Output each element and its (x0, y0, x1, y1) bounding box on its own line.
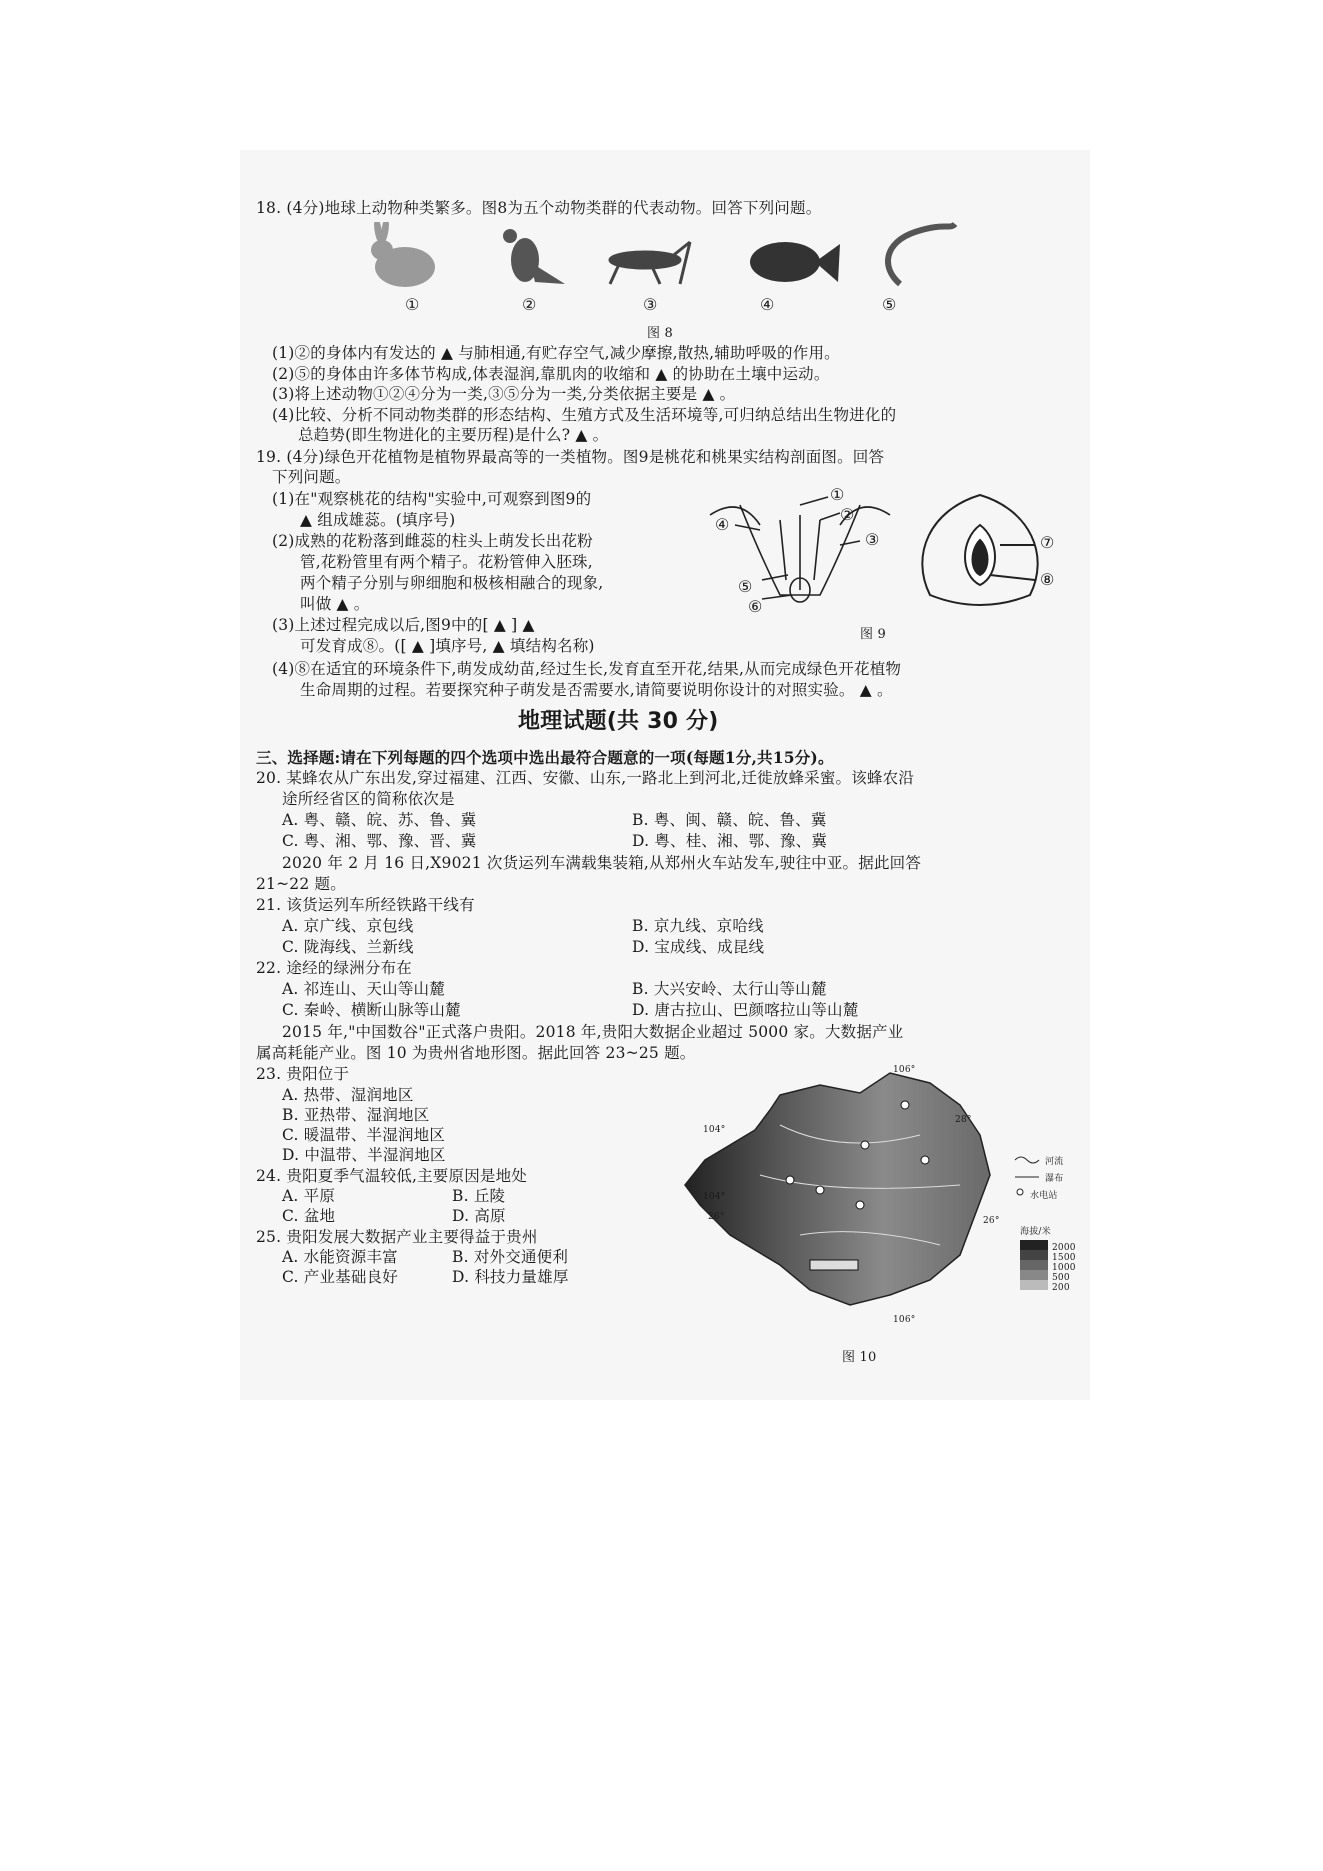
elevation-1500: 1500 (1052, 1253, 1076, 1263)
q21-option-a: A. 京广线、京包线 (282, 917, 414, 935)
lon-label-104-bottom: 104° (703, 1192, 726, 1202)
q20-stem-b: 途所经省区的简称依次是 (282, 790, 455, 808)
q20-stem-a: 20. 某蜂农从广东出发,穿过福建、江西、安徽、山东,一路北上到河北,迁徙放蜂采蜜。该蜂农沿 (256, 769, 915, 787)
q25-stem: 25. 贵阳发展大数据产业主要得益于贵州 (256, 1228, 538, 1246)
figure-9 (700, 485, 1060, 615)
q20-option-a: A. 粤、赣、皖、苏、鲁、冀 (282, 811, 477, 829)
fish-image (750, 242, 840, 282)
q20-option-c: C. 粤、湘、鄂、豫、晋、冀 (282, 832, 477, 850)
q24-option-b: B. 丘陵 (452, 1187, 506, 1205)
q25-option-a: A. 水能资源丰富 (282, 1248, 398, 1266)
figure-10-caption: 图 10 (842, 1350, 877, 1365)
q23-option-c: C. 暖温带、半湿润地区 (282, 1126, 446, 1144)
legend-hydropower: 水电站 (1030, 1191, 1058, 1201)
flower-label-4: ④ (715, 515, 730, 534)
q19-sub2a: (2)成熟的花粉落到雌蕊的柱头上萌发长出花粉 (272, 532, 593, 550)
q19-sub4b: 生命周期的过程。若要探究种子萌发是否需要水,请简要说明你设计的对照实验。 ▲ 。 (300, 681, 893, 699)
q19-sub1a: (1)在"观察桃花的结构"实验中,可观察到图9的 (272, 490, 592, 508)
q20-option-b: B. 粤、闽、赣、皖、鲁、冀 (632, 811, 827, 829)
lat-label-26-left: 26° (708, 1212, 725, 1222)
q19-sub3a: (3)上述过程完成以后,图9中的[ ▲ ] ▲ (272, 616, 535, 634)
elevation-legend-title: 海拔/米 (1020, 1227, 1051, 1237)
intro-21-22-a: 2020 年 2 月 16 日,X9021 次货运列车满载集装箱,从郑州火车站发车,驶往中亚。据此回答 (282, 854, 922, 872)
q24-option-c: C. 盆地 (282, 1207, 336, 1225)
q25-option-d: D. 科技力量雄厚 (452, 1268, 569, 1286)
q19-sub2b: 管,花粉管里有两个精子。花粉管伸入胚珠, (300, 553, 593, 571)
fruit-label-8: ⑧ (1040, 570, 1055, 589)
lon-label-104-top: 104° (703, 1125, 726, 1135)
earthworm-image (888, 224, 955, 284)
q22-option-b: B. 大兴安岭、太行山等山麓 (632, 980, 827, 998)
animal-label-2: ② (522, 295, 537, 314)
q22-option-c: C. 秦岭、横断山脉等山麓 (282, 1001, 461, 1019)
q24-option-a: A. 平原 (282, 1187, 336, 1205)
figure-8-caption: 图 8 (647, 326, 674, 341)
animal-label-1: ① (405, 295, 420, 314)
peach-fruit-diagram (922, 495, 1037, 605)
q18-stem: 18. (4分)地球上动物种类繁多。图8为五个动物类群的代表动物。回答下列问题。 (256, 199, 822, 217)
q21-stem: 21. 该货运列车所经铁路干线有 (256, 896, 475, 914)
q22-stem: 22. 途经的绿洲分布在 (256, 959, 412, 977)
q23-option-d: D. 中温带、半湿润地区 (282, 1146, 446, 1164)
q23-option-b: B. 亚热带、湿润地区 (282, 1106, 430, 1124)
q19-sub2c: 两个精子分别与卵细胞和极核相融合的现象, (300, 574, 604, 592)
q18-sub4a: (4)比较、分析不同动物类群的形态结构、生殖方式及生活环境等,可归纳总结出生物进化的 (272, 406, 897, 424)
peach-flower-diagram (710, 497, 890, 602)
guiyang-marker (810, 1260, 858, 1270)
elevation-1000: 1000 (1052, 1263, 1076, 1273)
q25-option-c: C. 产业基础良好 (282, 1268, 398, 1286)
q25-option-b: B. 对外交通便利 (452, 1248, 569, 1266)
figure-9-caption: 图 9 (860, 627, 887, 642)
flower-label-6: ⑥ (748, 597, 763, 616)
q18-sub4b: 总趋势(即生物进化的主要历程)是什么? ▲ 。 (298, 426, 609, 444)
rabbit-image (371, 222, 435, 287)
intro-23-25-a: 2015 年,"中国数谷"正式落户贵阳。2018 年,贵阳大数据企业超过 5000 家。大数据产业 (282, 1023, 904, 1041)
geography-title: 地理试题(共 30 分) (518, 709, 719, 734)
flower-label-3: ③ (865, 530, 880, 549)
elevation-500: 500 (1052, 1273, 1070, 1283)
q19-sub4a: (4)⑧在适宜的环境条件下,萌发成幼苗,经过生长,发育直至开花,结果,从而完成绿色开花植物 (272, 660, 902, 678)
flower-label-5: ⑤ (738, 577, 753, 596)
intro-21-22-b: 21~22 题。 (256, 875, 346, 893)
animal-label-4: ④ (760, 295, 775, 314)
q19-stem-b: 下列问题。 (272, 468, 351, 486)
grasshopper-image (610, 242, 690, 284)
q24-stem: 24. 贵阳夏季气温较低,主要原因是地处 (256, 1167, 528, 1185)
q19-stem-a: 19. (4分)绿色开花植物是植物界最高等的一类植物。图9是桃花和桃果实结构剖面图。回答 (256, 448, 885, 466)
flower-label-1: ① (830, 485, 845, 504)
animal-label-3: ③ (643, 295, 658, 314)
lat-label-28: 28° (955, 1115, 972, 1125)
q21-option-b: B. 京九线、京哈线 (632, 917, 764, 935)
lat-label-26-right: 26° (983, 1216, 1000, 1226)
figure-8 (360, 222, 960, 292)
q21-option-c: C. 陇海线、兰新线 (282, 938, 414, 956)
q19-sub2d: 叫做 ▲ 。 (300, 595, 370, 613)
legend-river: 河流 (1045, 1157, 1064, 1167)
elevation-2000: 2000 (1052, 1243, 1076, 1253)
q20-option-d: D. 粤、桂、湘、鄂、豫、冀 (632, 832, 828, 850)
section-heading: 三、选择题:请在下列每题的四个选项中选出最符合题意的一项(每题1分,共15分)。 (256, 748, 834, 767)
elevation-200: 200 (1052, 1283, 1070, 1293)
q18-sub1: (1)②的身体内有发达的 ▲ 与肺相通,有贮存空气,减少摩擦,散热,辅助呼吸的作用。 (272, 344, 840, 362)
q23-stem: 23. 贵阳位于 (256, 1065, 350, 1083)
q23-option-a: A. 热带、湿润地区 (282, 1086, 414, 1104)
intro-23-25-b: 属高耗能产业。图 10 为贵州省地形图。据此回答 23~25 题。 (256, 1044, 696, 1062)
q21-option-d: D. 宝成线、成昆线 (632, 938, 765, 956)
q22-option-a: A. 祁连山、天山等山麓 (282, 980, 445, 998)
lon-label-top-106: 106° (893, 1065, 916, 1075)
q18-sub2: (2)⑤的身体由许多体节构成,体表湿润,靠肌肉的收缩和 ▲ 的协助在土壤中运动。 (272, 365, 830, 383)
fruit-label-7: ⑦ (1040, 533, 1055, 552)
q22-option-d: D. 唐古拉山、巴颜喀拉山等山麓 (632, 1001, 859, 1019)
q19-sub1b: ▲ 组成雄蕊。(填序号) (300, 511, 456, 529)
q19-sub3b: 可发育成⑧。([ ▲ ]填序号, ▲ 填结构名称) (300, 637, 595, 655)
flower-label-2: ② (840, 505, 855, 524)
q24-option-d: D. 高原 (452, 1207, 506, 1225)
q18-sub3: (3)将上述动物①②④分为一类,③⑤分为一类,分类依据主要是 ▲ 。 (272, 385, 736, 403)
lon-label-bottom-106: 106° (893, 1315, 916, 1325)
legend-waterfall: 瀑布 (1045, 1174, 1064, 1184)
animal-label-5: ⑤ (882, 295, 897, 314)
pigeon-image (503, 229, 565, 284)
